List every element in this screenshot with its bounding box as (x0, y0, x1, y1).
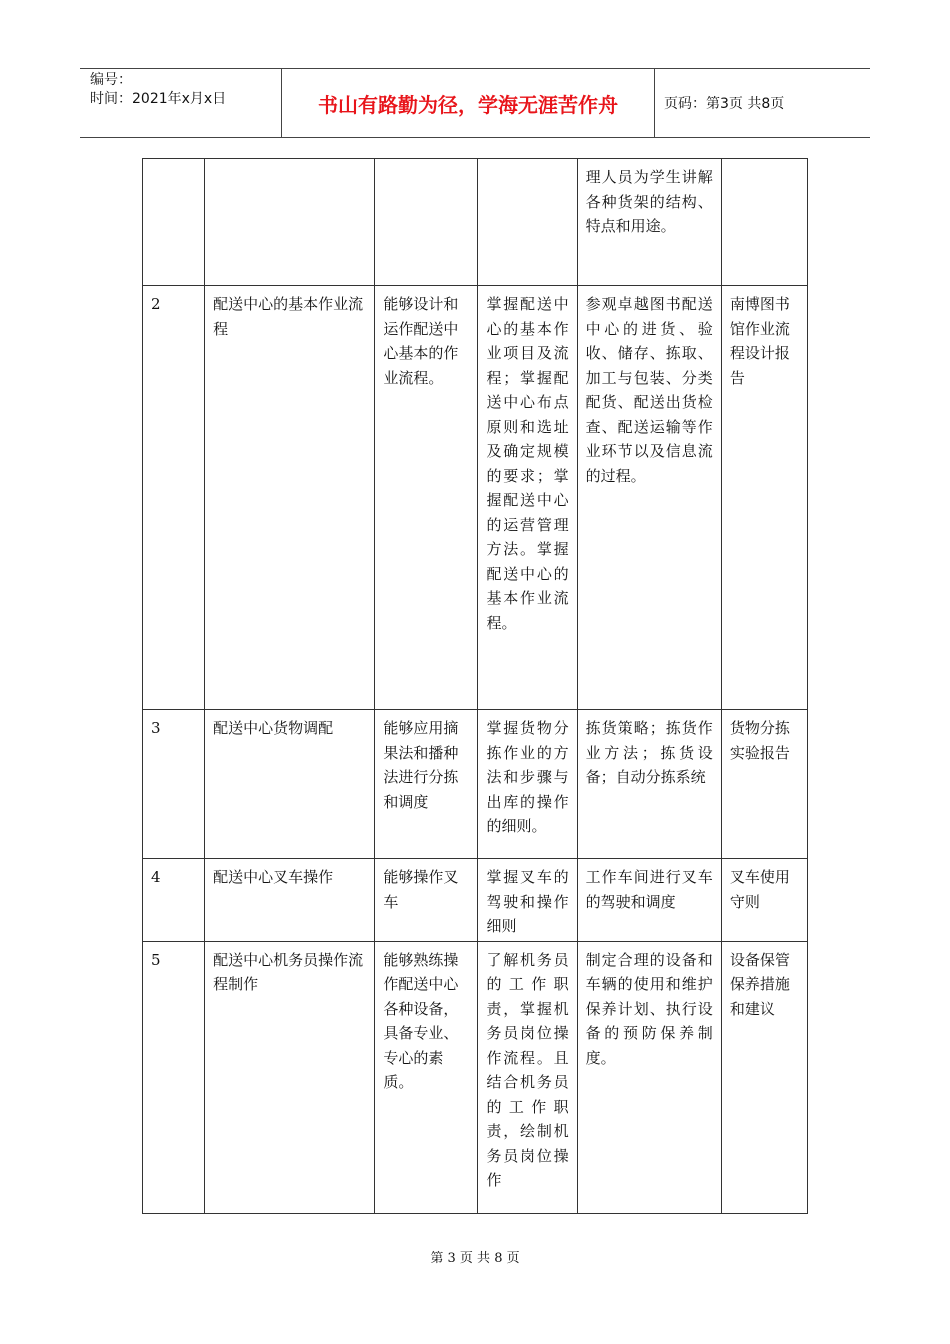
cell-ability: 能够操作叉车 (375, 859, 478, 942)
cell-knowledge: 了解机务员的工作职责，掌握机务员岗位操作流程。且结合机务员的工作职责，绘制机务员岗位操作 (478, 941, 577, 1213)
cell-num: 2 (143, 286, 205, 710)
header-divider (654, 69, 655, 137)
cell-num (143, 159, 205, 286)
table-row (143, 286, 808, 710)
cell-knowledge: 掌握货物分拣作业的方法和步骤与出库的操作的细则。 (478, 710, 577, 859)
cell-knowledge (478, 159, 577, 286)
number-label: 编号： (90, 72, 132, 88)
cell-ability: 能够应用摘果法和播种法进行分拣和调度 (375, 710, 478, 859)
cell-practice: 参观卓越图书配送中心的进货、验收、储存、拣取、加工与包装、分类配货、配送出货检查、配送运输等作业环节以及信息流的过程。 (577, 286, 721, 710)
cell-ability (375, 159, 478, 286)
page-footer: 第 3 页 共 8 页 (430, 1251, 520, 1266)
cell-num: 5 (143, 941, 205, 1213)
cell-title: 配送中心机务员操作流程制作 (205, 941, 375, 1213)
cell-knowledge: 掌握配送中心的基本作业项目及流程；掌握配送中心布点原则和选址及确定规模的要求；掌握配送中心的运营管理方法。掌握配送中心的基本作业流程。 (478, 286, 577, 710)
cell-practice: 制定合理的设备和车辆的使用和维护保养计划、执行设备的预防保养制度。 (577, 941, 721, 1213)
cell-title: 配送中心的基本作业流程 (205, 286, 375, 710)
time-label: 时间：2021年x月x日 (90, 91, 227, 107)
header-page-info: 页码：第3页 共8页 (664, 96, 785, 112)
cell-output (721, 159, 807, 286)
cell-practice: 理人员为学生讲解各种货架的结构、特点和用途。 (577, 159, 721, 286)
cell-ability: 能够设计和运作配送中心基本的作业流程。 (375, 286, 478, 710)
cell-num: 4 (143, 859, 205, 942)
header-motto: 书山有路勤为径，学海无涯苦作舟 (318, 92, 618, 117)
table-row (143, 941, 808, 1213)
cell-practice: 工作车间进行叉车的驾驶和调度 (577, 859, 721, 942)
cell-title: 配送中心叉车操作 (205, 859, 375, 942)
cell-ability: 能够熟练操作配送中心各种设备，具备专业、专心的素质。 (375, 941, 478, 1213)
course-table (142, 158, 808, 1214)
cell-title (205, 159, 375, 286)
table-row (143, 859, 808, 942)
cell-output: 设备保管保养措施和建议 (721, 941, 807, 1213)
header-meta (90, 71, 226, 109)
cell-output: 货物分拣实验报告 (721, 710, 807, 859)
cell-practice: 拣货策略；拣货作业方法；拣货设备；自动分拣系统 (577, 710, 721, 859)
cell-num: 3 (143, 710, 205, 859)
cell-title: 配送中心货物调配 (205, 710, 375, 859)
table-row (143, 710, 808, 859)
cell-output: 南博图书馆作业流程设计报告 (721, 286, 807, 710)
table-row (143, 159, 808, 286)
cell-output: 叉车使用守则 (721, 859, 807, 942)
cell-knowledge: 掌握叉车的驾驶和操作细则 (478, 859, 577, 942)
page-header (80, 68, 870, 138)
